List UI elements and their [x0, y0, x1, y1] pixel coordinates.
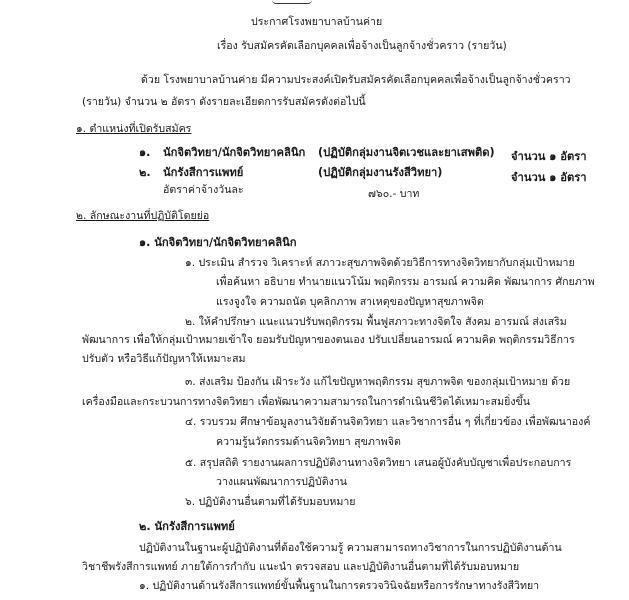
position-1-unit: (ปฏิบัติกลุ่มงานจิตเวชและยาเสพติด) [318, 146, 495, 159]
wage-value: ๗๖๐.- บาท [368, 188, 420, 200]
position-2-title: นักรังสีการแพทย์ [163, 166, 244, 179]
section-2-heading: ๒. ลักษณะงานที่ปฏิบัติโดยย่อ [76, 210, 210, 222]
subsection-2-title: ๒. นักรังสีการแพทย์ [139, 520, 235, 533]
duty-line: ปฏิบัติงานในฐานะผู้ปฏิบัติงานที่ต้องใช้ความรู้ ความสามารถทางวิชาการในการปฏิบัติงานด้าน [139, 542, 562, 554]
duty-line: ๔. รวบรวม ศึกษาข้อมูลงานวิจัยด้านจิตวิทยา และวิชาการอื่น ๆ ที่เกี่ยวข้อง เพื่อพัฒนาองค์ [185, 416, 591, 428]
top-decoration [272, 0, 312, 4]
duty-line: ๒. ให้คำปรึกษา แนะแนวปรับพฤติกรรม พื้นฟูสภาวะทางจิตใจ สังคม อารมณ์ ส่งเสริม [185, 316, 567, 328]
duty-line: เครื่องมือและกระบวนการทางจิตวิทยา เพื่อพัฒนาความสามารถในการดำเนินชีวิตได้เหมาะสมยิ่งขึ้น [82, 396, 530, 408]
duty-line: เพื่อค้นหา อธิบาย ทำนายแนวโน้ม พฤติกรรม อารมณ์ ความคิด พัฒนาการ ศักยภาพ [216, 276, 595, 288]
duty-line: ๕. สรุปสถิติ รายงานผลการปฏิบัติงานทางจิตวิทยา เสนอผู้บังคับบัญชาเพื่อประกอบการ [185, 457, 572, 469]
duty-line: แรงจูงใจ ความถนัด บุคลิกภาพ สาเหตุของปัญหาสุขภาพจิต [216, 296, 484, 308]
duty-line: ๑. ประเมิน สำรวจ วิเคราะห์ สภาวะสุขภาพจิตด้วยวิธีการทางจิตวิทยากับกลุ่มเป้าหมาย [185, 257, 575, 269]
intro-line-2: (รายวัน) จำนวน ๒ อัตรา ดังรายละเอียดการรับสมัครดังต่อไปนี้ [82, 96, 366, 108]
position-1-number: ๑. [139, 146, 151, 159]
duty-line: วางแผนพัฒนาการปฏิบัติงาน [216, 476, 347, 488]
subsection-1-title: ๑. นักจิตวิทยา/นักจิตวิทยาคลินิก [139, 236, 297, 249]
position-1-count: จำนวน ๑ อัตรา [511, 150, 587, 163]
wage-label: อัตราค่าจ้างวันละ [163, 184, 244, 196]
duty-line: ๓. ส่งเสริม ป้องกัน เฝ้าระวัง แก้ไขปัญหาพฤติกรรม สุขภาพจิต ของกลุ่มเป้าหมาย ด้วย [185, 376, 571, 388]
duty-line: ๑. ปฏิบัติงานด้านรังสีการแพทย์ขั้นพื้นฐานในการตรวจวินิจฉัยหรือการรักษาทางรังสีวิทยา [139, 580, 540, 592]
duty-line: ๖. ปฏิบัติงานอื่นตามที่ได้รับมอบหมาย [185, 496, 356, 508]
position-2-unit: (ปฏิบัติกลุ่มงานรังสีวิทยา) [318, 166, 443, 179]
intro-line-1: ด้วย โรงพยาบาลบ้านค่าย มีความประสงค์เปิดรับสมัครคัดเลือกบุคคลเพื่อจ้างเป็นลูกจ้างชั่วคราว [141, 74, 571, 86]
document-org-title: ประกาศโรงพยาบาลบ้านค่าย [251, 16, 383, 28]
position-2-count: จำนวน ๑ อัตรา [511, 171, 587, 184]
duty-line: พัฒนาการ เพื่อให้กลุ่มเป้าหมายเข้าใจ ยอมรับปัญหาของตนเอง ปรับเปลี่ยนอารมณ์ ความคิด พฤติกรรมวิธีการ [82, 334, 575, 346]
duty-line: ปรับตัว หรือวิธีแก้ปัญหาให้เหมาะสม [82, 353, 246, 365]
duty-line: ความรู้นวัตกรรมด้านจิตวิทยา สุขภาพจิต [216, 436, 401, 448]
document-subject: เรื่อง รับสมัครคัดเลือกบุคคลเพื่อจ้างเป็นลูกจ้างชั่วคราว (รายวัน) [217, 40, 507, 52]
section-1-heading: ๑. ตำแหน่งที่เปิดรับสมัคร [76, 123, 192, 135]
duty-line: วิชาชีพรังสีการแพทย์ ภายใต้การกำกับ แนะนำ ตรวจสอบ และปฏิบัติงานอื่นตามที่ได้รับมอบหมาย [82, 561, 520, 573]
position-2-number: ๒. [139, 166, 151, 179]
position-1-title: นักจิตวิทยา/นักจิตวิทยาคลินิก [163, 146, 306, 159]
